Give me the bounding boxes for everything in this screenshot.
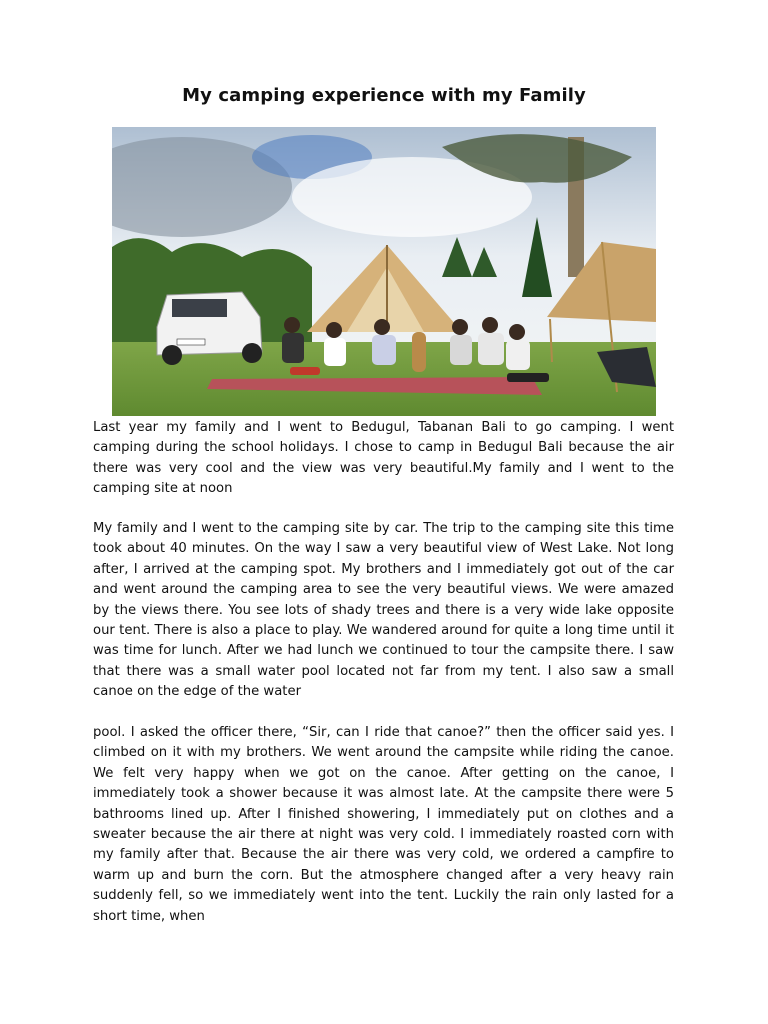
paragraph: Last year my family and I went to Bedugul, Tabanan Bali to go camping. I went camping during the school holidays. I chose to camp in Bedugul Bali because the air there was very cool and the view was very beautiful.My family and I went to the camping site at noon	[93, 420, 674, 497]
paragraph: pool. I asked the officer there, “Sir, can I ride that canoe?” then the officer said yes. I climbed on it with my brothers. We went around the campsite while riding the canoe. We felt very happy when we got on the canoe. After getting on the canoe, I immediately took a shower because it was almost late. At the campsite there were 5 bathrooms lined up. After I finished showering, I immediately put on clothes and a sweater because the air there at night was very cold. I immediately roasted corn with my family after that. Because the air there was very cold, we ordered a campfire to warm up and burn the corn. But the atmosphere changed after a very heavy rain suddenly fell, so we immediately went into the tent. Luckily the rain only lasted for a short time, when	[93, 725, 674, 924]
guitar	[412, 332, 426, 372]
page-title: My camping experience with my Family	[182, 85, 586, 106]
family-camping-photo	[112, 127, 656, 416]
paragraph: My family and I went to the camping site by car. The trip to the camping site this time took about 40 minutes. On the way I saw a very beautiful view of West Lake. Not long after, I arrived at the camping spot. My brothers and I immediately got out of the car and went around the camping area to see the very beautiful views. We were amazed by the views there. You see lots of shady trees and there is a very wide lake opposite our tent. There is also a place to play. We wandered around for quite a long time until it was time for lunch. After we had lunch we continued to tour the campsite there. I saw that there was a small water pool located not far from my tent. I also saw a small canoe on the edge of the water	[93, 521, 674, 700]
